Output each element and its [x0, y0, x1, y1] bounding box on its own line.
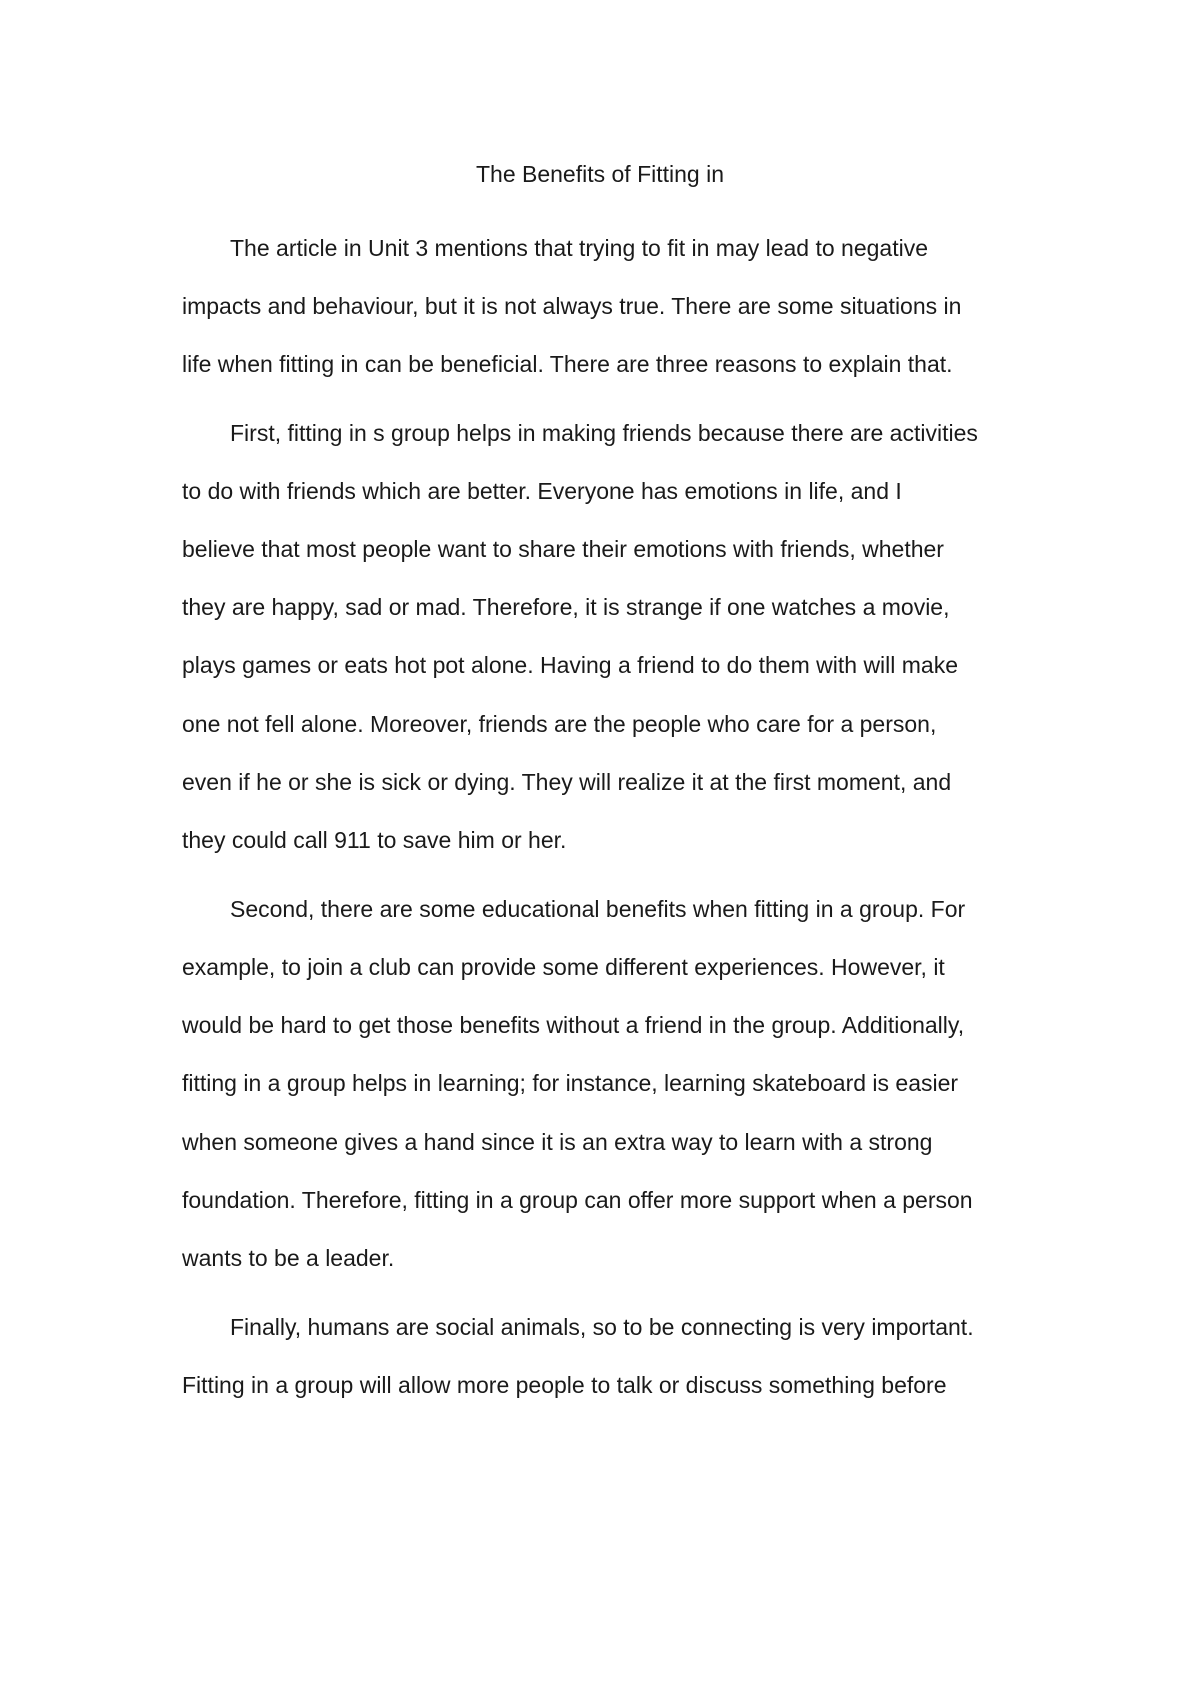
paragraph-3-line-6: foundation. Therefore, fitting in a group can offer more support when a person	[182, 1187, 973, 1213]
paragraph-1-line-3: life when fitting in can be beneficial. There are three reasons to explain that.	[182, 351, 953, 377]
paragraph-1-line-2: impacts and behaviour, but it is not always true. There are some situations in	[182, 293, 962, 319]
paragraph-2-line-1: First, fitting in s group helps in making friends because there are activities	[230, 420, 978, 446]
paragraph-2-line-5: plays games or eats hot pot alone. Having a friend to do them with will make	[182, 652, 959, 678]
paragraph-3-line-1: Second, there are some educational benefits when fitting in a group. For	[230, 896, 966, 922]
paragraph-3-line-3: would be hard to get those benefits without a friend in the group. Additionally,	[182, 1012, 965, 1038]
paragraph-3-line-7: wants to be a leader.	[182, 1245, 395, 1271]
paragraph-4-line-1: Finally, humans are social animals, so to be connecting is very important.	[230, 1314, 974, 1340]
paragraph-3-line-5: when someone gives a hand since it is an extra way to learn with a strong	[182, 1129, 933, 1155]
paragraph-4-line-2: Fitting in a group will allow more people to talk or discuss something before	[182, 1372, 947, 1398]
paragraph-2-line-6: one not fell alone. Moreover, friends are the people who care for a person,	[182, 711, 937, 737]
paragraph-3-line-4: fitting in a group helps in learning; for instance, learning skateboard is easier	[182, 1070, 959, 1096]
paragraph-3-line-2: example, to join a club can provide some different experiences. However, it	[182, 954, 945, 980]
paragraph-1-line-1: The article in Unit 3 mentions that trying to fit in may lead to negative	[230, 235, 929, 261]
paragraph-2-line-2: to do with friends which are better. Everyone has emotions in life, and I	[182, 478, 902, 504]
paragraph-2-line-8: they could call 911 to save him or her.	[182, 827, 567, 853]
document-title: The Benefits of Fitting in	[475, 161, 724, 187]
paragraph-2-line-3: believe that most people want to share their emotions with friends, whether	[182, 536, 944, 562]
paragraph-2-line-7: even if he or she is sick or dying. They will realize it at the first moment, and	[182, 769, 952, 795]
paragraph-2-line-4: they are happy, sad or mad. Therefore, it is strange if one watches a movie,	[182, 594, 950, 620]
